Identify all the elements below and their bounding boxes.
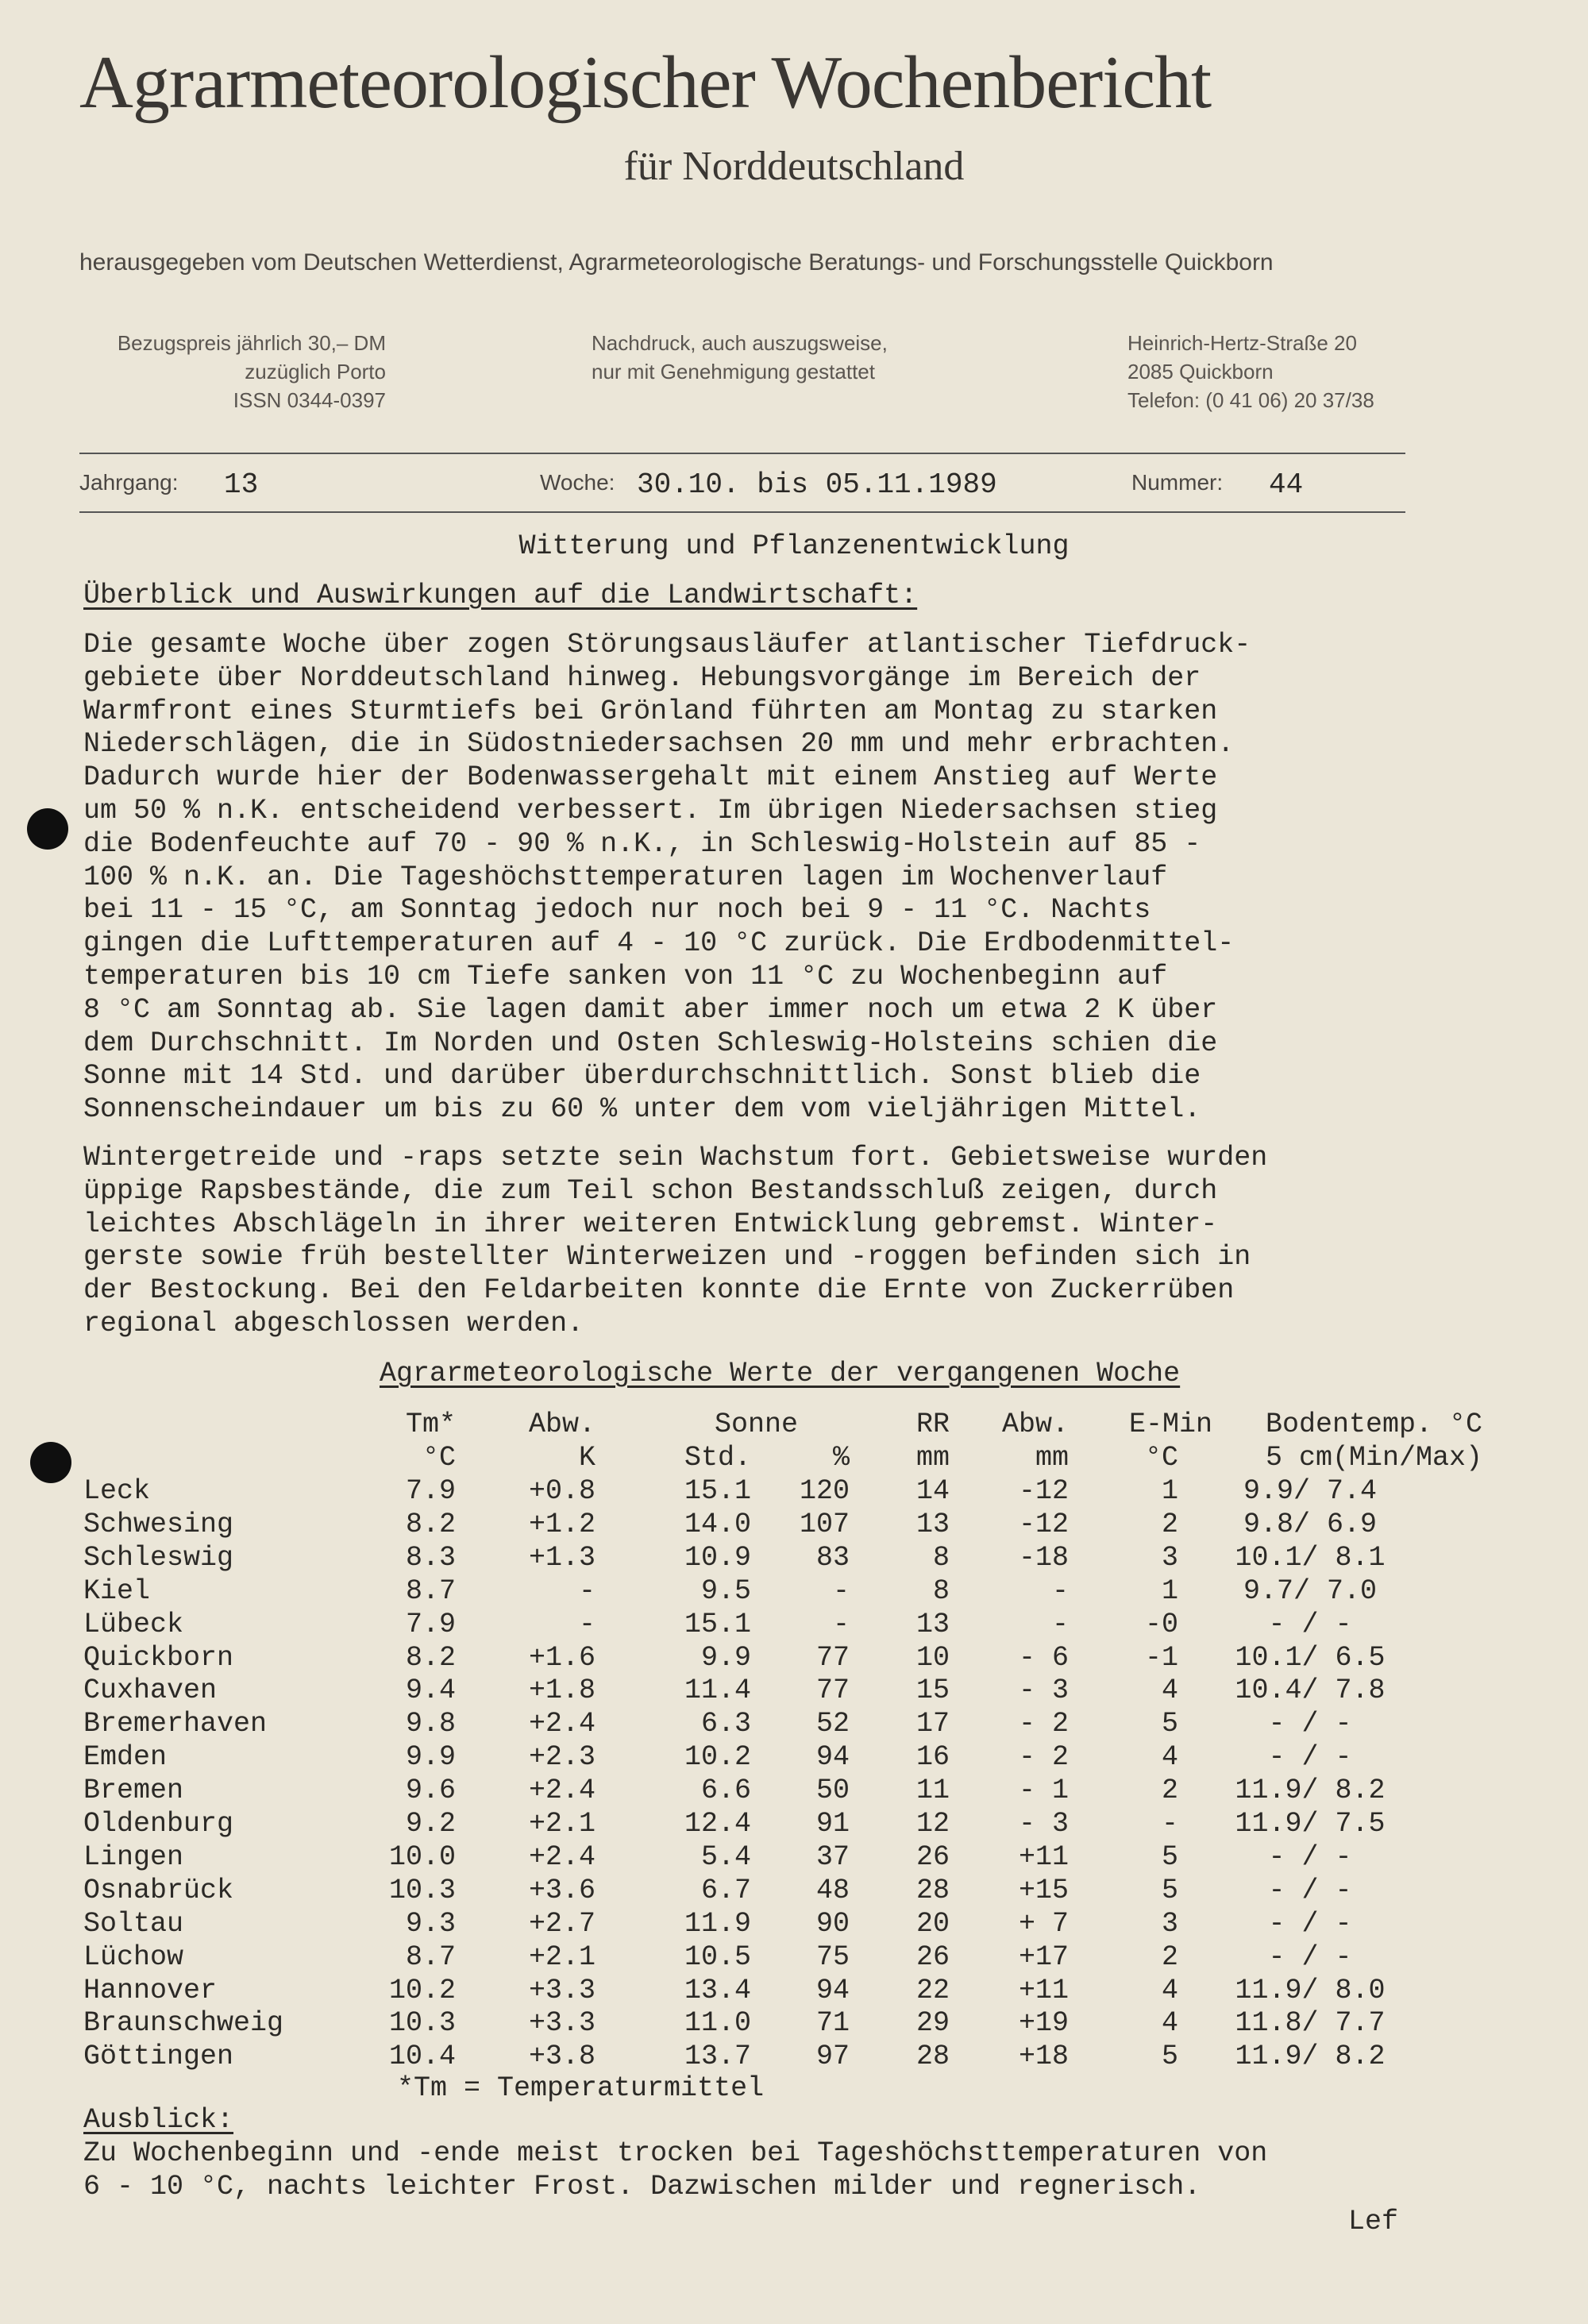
text-line: Die gesamte Woche über zogen Störungsausläufer atlantischer Tiefdruck- <box>83 629 1251 661</box>
overview-paragraph <box>83 629 1513 1127</box>
outlook-text <box>83 2137 1513 2204</box>
cell-sun-percent: - <box>832 1574 850 1607</box>
text-line: Warmfront eines Sturmtiefs bei Grönland führten am Montag zu starken <box>83 695 1218 727</box>
cell-rr: 28 <box>915 1874 950 1906</box>
cell-abw-k: - <box>578 1574 596 1607</box>
cell-bodentemp: - / - <box>1268 1608 1352 1640</box>
cell-sun-hours: 9.5 <box>700 1574 751 1607</box>
table-row <box>0 1609 1588 1642</box>
text-line: gerste sowie früh bestellter Winterweizen und -roggen befinden sich in <box>83 1241 1251 1274</box>
cell-tm: 9.2 <box>405 1808 456 1840</box>
cell-sun-hours: 13.4 <box>684 1974 751 2006</box>
cell-emin: 1 <box>1161 1475 1178 1507</box>
cell-bodentemp: - / - <box>1268 1708 1352 1740</box>
cell-sun-hours: 15.1 <box>684 1475 751 1507</box>
address-info: Heinrich-Hertz-Straße 20 2085 Quickborn Telefon: (0 41 06) 20 37/38 <box>1127 331 1374 412</box>
table-row <box>0 1908 1588 1941</box>
cell-rr: 26 <box>915 1840 950 1873</box>
cell-rr: 12 <box>915 1808 950 1840</box>
text-line: Niederschlägen, die in Südostniedersachsen 20 mm und mehr erbrachten. <box>83 728 1235 761</box>
publisher-line: herausgegeben vom Deutschen Wetterdienst, Agrarmeteorologische Beratungs- und Forschungsstelle Quickborn <box>79 249 1274 276</box>
cell-abw-mm: - 2 <box>1018 1741 1069 1774</box>
cell-rr: 29 <box>915 2007 950 2040</box>
cell-sun-percent: 75 <box>815 1941 850 1973</box>
text-line: 100 % n.K. an. Die Tageshöchsttemperaturen lagen im Wochenverlauf <box>83 861 1168 893</box>
cell-rr: 10 <box>915 1641 950 1674</box>
table-row <box>0 1542 1588 1575</box>
cell-abw-mm: -12 <box>1018 1508 1069 1540</box>
cell-rr: 28 <box>915 2041 950 2073</box>
cell-rr: 8 <box>932 1574 950 1607</box>
cell-sun-hours: 11.0 <box>684 2007 751 2040</box>
cell-abw-mm: - <box>1051 1574 1069 1607</box>
cell-sun-hours: 15.1 <box>684 1608 751 1640</box>
cell-rr: 22 <box>915 1974 950 2006</box>
cell-emin: 4 <box>1161 1741 1178 1774</box>
cell-sun-percent: 50 <box>815 1775 850 1807</box>
cell-emin: 1 <box>1161 1574 1178 1607</box>
cell-sun-hours: 14.0 <box>684 1508 751 1540</box>
cell-abw-k: +2.3 <box>528 1741 596 1774</box>
cell-sun-percent: 90 <box>815 1907 850 1940</box>
cell-abw-mm: +17 <box>1018 1941 1069 1973</box>
table-row <box>0 1875 1588 1908</box>
station-name: Lüchow <box>83 1941 184 1973</box>
cell-bodentemp: - / - <box>1268 1907 1352 1940</box>
cell-bodentemp: - / - <box>1268 1741 1352 1774</box>
header-bodentemp: Bodentemp. °C <box>1266 1409 1483 1440</box>
cell-sun-hours: 5.4 <box>700 1840 751 1873</box>
unit-tm: °C <box>422 1442 456 1474</box>
cell-rr: 20 <box>915 1907 950 1940</box>
cell-rr: 15 <box>915 1675 950 1707</box>
cell-bodentemp: 11.9/ 8.2 <box>1235 2041 1386 2073</box>
cell-tm: 7.9 <box>405 1475 456 1507</box>
cell-sun-percent: 94 <box>815 1974 850 2006</box>
woche-label: Woche: <box>540 470 615 495</box>
cell-abw-mm: -12 <box>1018 1475 1069 1507</box>
unit-abw-k: K <box>578 1442 596 1474</box>
cell-emin: -1 <box>1144 1641 1178 1674</box>
cell-rr: 26 <box>915 1941 950 1973</box>
cell-abw-mm: +15 <box>1018 1874 1069 1906</box>
cell-rr: 8 <box>932 1541 950 1574</box>
text-line: Wintergetreide und -raps setzte sein Wachstum fort. Gebietsweise wurden <box>83 1142 1268 1174</box>
cell-abw-k: +1.8 <box>528 1675 596 1707</box>
cell-bodentemp: 11.9/ 8.0 <box>1235 1974 1386 2006</box>
text-line: Sonne mit 14 Std. und darüber überdurchschnittlich. Sonst blieb die <box>83 1060 1201 1093</box>
station-name: Osnabrück <box>83 1874 234 1906</box>
text-line: leichtes Abschlägeln in ihrer weiteren Entwicklung gebremst. Winter- <box>83 1208 1218 1240</box>
cell-emin: 3 <box>1161 1541 1178 1574</box>
text-line: die Bodenfeuchte auf 70 - 90 % n.K., in Schleswig-Holstein auf 85 - <box>83 827 1201 860</box>
cell-abw-k: +3.3 <box>528 1974 596 2006</box>
crops-paragraph <box>83 1142 1513 1341</box>
punch-hole <box>27 808 68 850</box>
station-name: Kiel <box>83 1574 151 1607</box>
cell-sun-hours: 9.9 <box>700 1641 751 1674</box>
cell-tm: 10.0 <box>388 1840 456 1873</box>
cell-emin: - <box>1161 1808 1178 1840</box>
cell-abw-mm: - 3 <box>1018 1675 1069 1707</box>
cell-tm: 10.4 <box>388 2041 456 2073</box>
cell-bodentemp: 11.9/ 8.2 <box>1235 1775 1386 1807</box>
cell-sun-hours: 11.4 <box>684 1675 751 1707</box>
text-line: dem Durchschnitt. Im Norden und Osten Schleswig-Holsteins schien die <box>83 1027 1218 1059</box>
cell-rr: 14 <box>915 1475 950 1507</box>
table-units-row <box>0 1442 1588 1475</box>
cell-tm: 10.3 <box>388 2007 456 2040</box>
cell-sun-hours: 6.3 <box>700 1708 751 1740</box>
cell-abw-k: +2.4 <box>528 1775 596 1807</box>
text-line: Sonnenscheindauer um bis zu 60 % unter dem vom vieljährigen Mittel. <box>83 1093 1201 1126</box>
table-row <box>0 1841 1588 1875</box>
text-line: gebiete über Norddeutschland hinweg. Hebungsvorgänge im Bereich der <box>83 661 1201 694</box>
header-abw-k: Abw. <box>528 1409 596 1440</box>
section-title: Witterung und Pflanzenentwicklung <box>518 530 1070 562</box>
jahrgang-value: 13 <box>224 468 259 501</box>
station-name: Braunschweig <box>83 2007 284 2040</box>
table-row <box>0 1475 1588 1509</box>
price-info: Bezugspreis jährlich 30,– DM zuzüglich Porto ISSN 0344-0397 <box>117 331 386 412</box>
cell-abw-mm: +11 <box>1018 1840 1069 1873</box>
text-line: Dadurch wurde hier der Bodenwassergehalt mit einem Anstieg auf Werte <box>83 761 1218 794</box>
nummer-value: 44 <box>1269 468 1304 501</box>
station-name: Schwesing <box>83 1508 234 1540</box>
cell-tm: 9.9 <box>405 1741 456 1774</box>
cell-bodentemp: 11.8/ 7.7 <box>1235 2007 1386 2040</box>
cell-tm: 8.7 <box>405 1941 456 1973</box>
cell-abw-k: +2.1 <box>528 1941 596 1973</box>
cell-bodentemp: 10.1/ 6.5 <box>1235 1641 1386 1674</box>
text-line: der Bestockung. Bei den Feldarbeiten konnte die Ernte von Zuckerrüben <box>83 1274 1235 1307</box>
text-line: 6 - 10 °C, nachts leichter Frost. Dazwischen milder und regnerisch. <box>83 2170 1201 2203</box>
jahrgang-label: Jahrgang: <box>79 470 179 495</box>
text-line: Zu Wochenbeginn und -ende meist trocken bei Tageshöchsttemperaturen von <box>83 2137 1268 2169</box>
cell-sun-percent: 91 <box>815 1808 850 1840</box>
cell-tm: 8.2 <box>405 1508 456 1540</box>
cell-abw-mm: - 6 <box>1018 1641 1069 1674</box>
cell-tm: 10.2 <box>388 1974 456 2006</box>
cell-tm: 8.3 <box>405 1541 456 1574</box>
cell-sun-hours: 10.5 <box>684 1941 751 1973</box>
station-name: Emden <box>83 1741 168 1774</box>
header-sonne: Sonne <box>715 1409 799 1440</box>
divider <box>79 511 1405 513</box>
unit-emin: °C <box>1144 1442 1178 1474</box>
cell-bodentemp: - / - <box>1268 1941 1352 1973</box>
cell-sun-hours: 10.9 <box>684 1541 751 1574</box>
cell-sun-hours: 6.7 <box>700 1874 751 1906</box>
cell-sun-hours: 13.7 <box>684 2041 751 2073</box>
station-name: Schleswig <box>83 1541 234 1574</box>
header-abw-mm: Abw. <box>1001 1409 1069 1440</box>
cell-sun-percent: 48 <box>815 1874 850 1906</box>
cell-emin: 5 <box>1161 2041 1178 2073</box>
cell-emin: 5 <box>1161 1708 1178 1740</box>
cell-abw-k: +1.3 <box>528 1541 596 1574</box>
cell-bodentemp: 9.9/ 7.4 <box>1243 1475 1378 1507</box>
woche-value: 30.10. bis 05.11.1989 <box>637 468 997 501</box>
station-name: Leck <box>83 1475 151 1507</box>
cell-sun-percent: 94 <box>815 1741 850 1774</box>
cell-sun-hours: 6.6 <box>700 1775 751 1807</box>
cell-sun-percent: 107 <box>799 1508 850 1540</box>
header-emin: E-Min <box>1129 1409 1213 1440</box>
station-name: Soltau <box>83 1907 184 1940</box>
cell-sun-hours: 11.9 <box>684 1907 751 1940</box>
cell-abw-mm: +11 <box>1018 1974 1069 2006</box>
cell-rr: 17 <box>915 1708 950 1740</box>
station-name: Oldenburg <box>83 1808 234 1840</box>
cell-abw-k: +3.3 <box>528 2007 596 2040</box>
text-line: 8 °C am Sonntag ab. Sie lagen damit aber immer noch um etwa 2 K über <box>83 993 1218 1026</box>
cell-emin: 3 <box>1161 1907 1178 1940</box>
cell-tm: 7.9 <box>405 1608 456 1640</box>
cell-abw-mm: -18 <box>1018 1541 1069 1574</box>
cell-sun-percent: 52 <box>815 1708 850 1740</box>
cell-abw-mm: - 1 <box>1018 1775 1069 1807</box>
unit-abw-mm: mm <box>1035 1442 1069 1474</box>
text-line: gingen die Lufttemperaturen auf 4 - 10 °C zurück. Die Erdbodenmittel- <box>83 927 1235 960</box>
cell-abw-k: +0.8 <box>528 1475 596 1507</box>
cell-abw-mm: +18 <box>1018 2041 1069 2073</box>
table-row <box>0 2007 1588 2041</box>
reprint-note: Nachdruck, auch auszugsweise, nur mit Genehmigung gestattet <box>592 331 888 383</box>
cell-rr: 13 <box>915 1508 950 1540</box>
cell-sun-percent: 77 <box>815 1675 850 1707</box>
report-subtitle: für Norddeutschland <box>623 144 965 189</box>
table-row <box>0 2041 1588 2074</box>
cell-bodentemp: 10.4/ 7.8 <box>1235 1675 1386 1707</box>
cell-rr: 11 <box>915 1775 950 1807</box>
station-name: Bremen <box>83 1775 184 1807</box>
cell-tm: 9.8 <box>405 1708 456 1740</box>
cell-emin: 2 <box>1161 1508 1178 1540</box>
cell-bodentemp: 11.9/ 7.5 <box>1235 1808 1386 1840</box>
cell-tm: 8.2 <box>405 1641 456 1674</box>
cell-abw-mm: +19 <box>1018 2007 1069 2040</box>
cell-emin: 5 <box>1161 1840 1178 1873</box>
cell-emin: 4 <box>1161 1974 1178 2006</box>
header-tm: Tm* <box>405 1409 456 1440</box>
section-subtitle: Überblick und Auswirkungen auf die Landwirtschaft: <box>83 580 918 611</box>
station-name: Hannover <box>83 1974 218 2006</box>
cell-sun-hours: 10.2 <box>684 1741 751 1774</box>
table-row <box>0 1642 1588 1675</box>
station-name: Lübeck <box>83 1608 184 1640</box>
cell-sun-percent: 37 <box>815 1840 850 1873</box>
text-line: bei 11 - 15 °C, am Sonntag jedoch nur noch bei 9 - 11 °C. Nachts <box>83 894 1151 927</box>
cell-emin: 4 <box>1161 1675 1178 1707</box>
report-title: Agrarmeteorologischer Wochenbericht <box>79 41 1212 124</box>
text-line: regional abgeschlossen werden. <box>83 1307 584 1339</box>
table-title: Agrarmeteorologische Werte der vergangenen Woche <box>380 1358 1181 1389</box>
cell-sun-percent: 77 <box>815 1641 850 1674</box>
cell-emin: -0 <box>1144 1608 1178 1640</box>
cell-abw-mm: - 3 <box>1018 1808 1069 1840</box>
nummer-label: Nummer: <box>1131 470 1224 495</box>
cell-tm: 9.3 <box>405 1907 456 1940</box>
cell-abw-k: +1.2 <box>528 1508 596 1540</box>
cell-bodentemp: - / - <box>1268 1874 1352 1906</box>
cell-emin: 2 <box>1161 1941 1178 1973</box>
table-footnote: *Tm = Temperaturmittel <box>397 2072 765 2104</box>
cell-sun-percent: 71 <box>815 2007 850 2040</box>
cell-tm: 9.4 <box>405 1675 456 1707</box>
station-name: Lingen <box>83 1840 184 1873</box>
cell-bodentemp: 10.1/ 8.1 <box>1235 1541 1386 1574</box>
cell-abw-k: +2.4 <box>528 1840 596 1873</box>
table-header-row <box>0 1409 1588 1442</box>
cell-tm: 10.3 <box>388 1874 456 1906</box>
cell-abw-k: - <box>578 1608 596 1640</box>
unit-bodentemp: 5 cm(Min/Max) <box>1266 1442 1483 1474</box>
table-row <box>0 1509 1588 1542</box>
cell-bodentemp: - / - <box>1268 1840 1352 1873</box>
cell-abw-mm: - <box>1051 1608 1069 1640</box>
table-row <box>0 1675 1588 1708</box>
table-row <box>0 1708 1588 1741</box>
table-row <box>0 1941 1588 1975</box>
cell-abw-k: +2.1 <box>528 1808 596 1840</box>
table-row <box>0 1808 1588 1841</box>
station-name: Cuxhaven <box>83 1675 218 1707</box>
cell-tm: 9.6 <box>405 1775 456 1807</box>
station-name: Bremerhaven <box>83 1708 268 1740</box>
cell-sun-hours: 12.4 <box>684 1808 751 1840</box>
cell-sun-percent: 120 <box>799 1475 850 1507</box>
text-line: temperaturen bis 10 cm Tiefe sanken von 11 °C zu Wochenbeginn auf <box>83 960 1168 992</box>
unit-pct: % <box>832 1442 850 1474</box>
cell-bodentemp: 9.8/ 6.9 <box>1243 1508 1378 1540</box>
cell-rr: 13 <box>915 1608 950 1640</box>
cell-abw-k: +2.7 <box>528 1907 596 1940</box>
table-row <box>0 1975 1588 2008</box>
station-name: Quickborn <box>83 1641 234 1674</box>
cell-emin: 2 <box>1161 1775 1178 1807</box>
author-signature: Lef <box>1348 2206 1399 2237</box>
outlook-label: Ausblick: <box>83 2104 234 2136</box>
table-row <box>0 1741 1588 1775</box>
cell-abw-mm: + 7 <box>1018 1907 1069 1940</box>
cell-abw-k: +1.6 <box>528 1641 596 1674</box>
cell-rr: 16 <box>915 1741 950 1774</box>
cell-emin: 5 <box>1161 1874 1178 1906</box>
cell-bodentemp: 9.7/ 7.0 <box>1243 1574 1378 1607</box>
cell-sun-percent: 83 <box>815 1541 850 1574</box>
table-row <box>0 1775 1588 1808</box>
cell-sun-percent: 97 <box>815 2041 850 2073</box>
cell-abw-k: +2.4 <box>528 1708 596 1740</box>
cell-abw-mm: - 2 <box>1018 1708 1069 1740</box>
cell-emin: 4 <box>1161 2007 1178 2040</box>
cell-abw-k: +3.6 <box>528 1874 596 1906</box>
table-row <box>0 1575 1588 1609</box>
header-rr: RR <box>915 1409 950 1440</box>
text-line: üppige Rapsbestände, die zum Teil schon Bestandsschluß zeigen, durch <box>83 1174 1218 1207</box>
unit-rr: mm <box>915 1442 950 1474</box>
cell-sun-percent: - <box>832 1608 850 1640</box>
text-line: um 50 % n.K. entscheidend verbessert. Im übrigen Niedersachsen stieg <box>83 794 1218 827</box>
station-name: Göttingen <box>83 2041 234 2073</box>
cell-tm: 8.7 <box>405 1574 456 1607</box>
cell-abw-k: +3.8 <box>528 2041 596 2073</box>
divider <box>79 453 1405 454</box>
unit-std: Std. <box>684 1442 751 1474</box>
